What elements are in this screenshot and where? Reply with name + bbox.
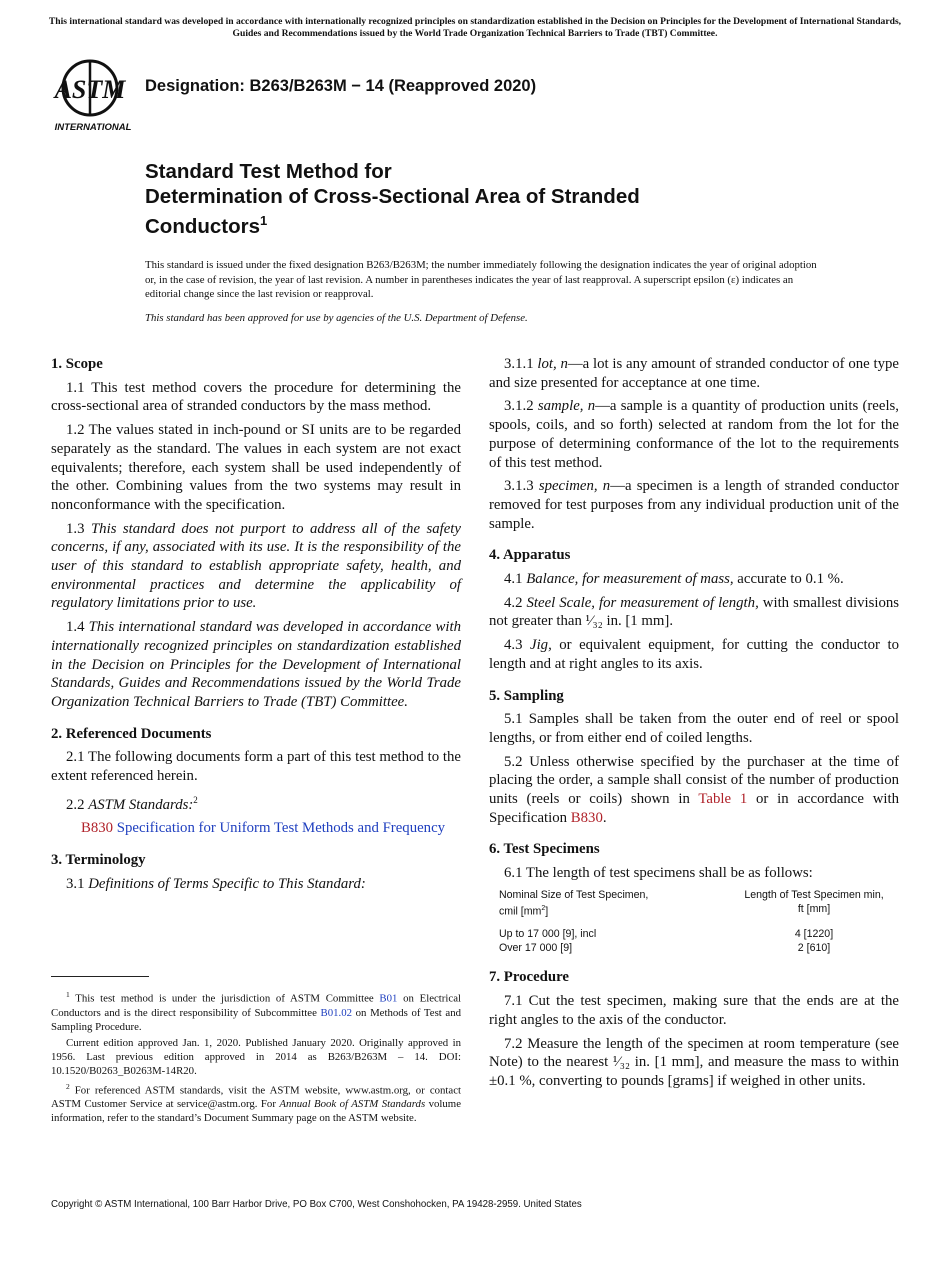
header-unit-text: cmil [mm (499, 905, 542, 918)
tbt-notice: This international standard was developed in accordance with internationally recognized principles on standardization established in the Decision on Principles for the Development of International Standards, Guides and Recommendations issued by the World Trade Organization Technical Barriers to Trade (TBT) Committee. (48, 16, 902, 39)
section-heading-scope: 1. Scope (51, 356, 103, 372)
footnote-2-italic: Annual Book of ASTM Standards (279, 1098, 426, 1111)
svg-text:INTERNATIONAL: INTERNATIONAL (54, 122, 132, 132)
header-length-line-2: ft [mm] (797, 902, 831, 915)
section-heading-procedure: 7. Procedure (489, 969, 569, 986)
paragraph-4-2 (489, 594, 899, 631)
right-column (489, 355, 899, 1096)
title-line-1: Standard Test Method for (145, 160, 392, 183)
dod-approval-statement: This standard has been approved for use by agencies of the U.S. Department of Defense. (145, 312, 528, 324)
paragraph-3-1-text: Definitions of Terms Specific to This Standard: (88, 875, 366, 892)
paragraph-1-4-text: This international standard was developed in accordance with internationally recognized principles on standardization established in the Decision on Principles for the Development of International Standards, Guides and Recommendations issued by the World Trade Organization Technical Barriers to Trade (TBT) Committee. (51, 619, 461, 710)
footnote-1 (51, 988, 461, 1034)
b830-link[interactable]: B830 (570, 809, 603, 826)
footnote-divider (51, 976, 149, 977)
paragraph-5-2-text-c: . (602, 809, 607, 826)
table-row (499, 941, 899, 955)
term-lot: lot, n (537, 356, 568, 372)
paragraph-1-3-text: This standard does not purport to address all of the safety concerns, if any, associated with its use. It is the responsibility of the user of this standard to establish appropriate safety, health, and environmental practices and determine the applicability of regulatory limitations prior to use. (51, 520, 461, 612)
left-column (51, 355, 461, 899)
paragraph-number: 2.2 (66, 796, 89, 813)
copyright-line: Copyright © ASTM International, 100 Barr Harbor Drive, PO Box C700, West Conshohocken, PA 19428-2959. United States (51, 1199, 582, 1210)
table-cell-size: Up to 17 000 [9], incl (499, 928, 597, 941)
table-header (499, 888, 899, 919)
reference-b830 (51, 819, 461, 838)
paragraph-4-1-text: accurate to 0.1 %. (733, 571, 844, 588)
apparatus-balance: Balance, for measurement of mass, (526, 571, 734, 588)
paragraph-5-2-text-b: or in accordance with Specification (489, 791, 899, 826)
astm-logo (52, 56, 134, 132)
table-cell-size: Over 17 000 [9] (499, 942, 573, 955)
title-line-3-text: Conductors (145, 214, 261, 238)
paragraph-1-3 (51, 520, 461, 614)
paragraph-number: 3.1 (66, 875, 89, 892)
designation: Designation: B263/B263M − 14 (Reapproved 2020) (145, 77, 537, 95)
apparatus-jig: Jig, (530, 637, 552, 654)
footnote-2-text-a: For referenced ASTM standards, visit the ASTM website, www.astm.org, or contact ASTM Customer Service at service@astm.org. For (51, 1084, 461, 1111)
section-heading-sampling: 5. Sampling (489, 687, 564, 704)
subcommittee-b01-02-link[interactable]: B01.02 (320, 1006, 353, 1019)
section-heading-test-specimens: 6. Test Specimens (489, 841, 600, 858)
paragraph-7-1: 7.1 Cut the test specimen, making sure that the ends are at the right angles to the axis of the conductor. (489, 993, 899, 1028)
header-nominal-size-line-2 (499, 902, 648, 919)
footnote-1-text-a: This test method is under the jurisdiction of ASTM Committee (69, 992, 380, 1005)
footnote-2 (51, 1080, 461, 1126)
paragraph-4-1 (489, 570, 899, 589)
header-nominal-size-line-1: Nominal Size of Test Specimen, (499, 888, 649, 901)
footnote-1-text-b: on Electrical Conductors and is the direct responsibility of Subcommittee (51, 992, 461, 1019)
header-nominal-size (499, 888, 648, 919)
paragraph-1-2: 1.2 The values stated in inch-pound or SI units are to be regarded separately as the standard. The values in each system are not exact equivalents; therefore, each system shall be used independently of the other. Combining values from the two systems may result in nonconformance with the specification. (51, 422, 461, 513)
footnote-mark: 2 (66, 1081, 70, 1091)
reference-title-link[interactable]: Specification for Uniform Test Methods and Frequency (116, 820, 446, 837)
apparatus-steel-scale: Steel Scale, for measurement of length, (526, 594, 759, 611)
footnote-mark: 1 (66, 990, 70, 999)
paragraph-number: 3.1.3 (504, 478, 539, 495)
paragraph-2-2-text: ASTM Standards: (88, 796, 194, 813)
paragraph-3-1-3 (489, 477, 899, 533)
paragraph-1-1: 1.1 This test method covers the procedure for determining the cross-sectional area of stranded conductors by the mass method. (51, 379, 461, 415)
title-line-3 (145, 209, 845, 239)
term-sample: sample, n (537, 398, 596, 415)
definition-sample: —a sample is a quantity of production units (reels, spools, coils, and so forth) selected at random from the lot for the purpose of determining conformance of the lot to the requirements of this test method. (489, 398, 900, 471)
paragraph-number: 3.1.2 (504, 398, 538, 415)
paragraph-number: 1.4 (66, 619, 89, 636)
paragraph-3-1-2 (489, 397, 899, 472)
paragraph-2-2 (51, 791, 461, 815)
paragraph-number: 4.2 (504, 594, 527, 611)
committee-b01-link[interactable]: B01 (379, 992, 398, 1005)
header-length (729, 888, 899, 919)
definition-specimen: —a specimen is a length of stranded conductor removed for test purposes from any individual production unit of the sample. (489, 478, 899, 532)
title-line-2: Determination of Cross-Sectional Area of Stranded (145, 184, 640, 208)
paragraph-6-1: 6.1 The length of test specimens shall be as follows: (504, 865, 813, 882)
footnote-2-text-b: volume information, refer to the standard’s Document Summary page on the ASTM website. (51, 1098, 461, 1125)
paragraph-number: 4.3 (504, 637, 530, 654)
table-1-link[interactable]: Table 1 (698, 791, 748, 808)
section-heading-referenced-documents: 2. Referenced Documents (51, 725, 212, 742)
paragraph-5-2-text-a: 5.2 Unless otherwise specified by the purchaser at the time of placing the order, a sample shall consist of the number of production units (reels or coils) shown in (489, 753, 899, 808)
paragraph-number: 3.1.1 (504, 356, 538, 372)
issuance-statement: This standard is issued under the fixed designation B263/B263M; the number immediately following the designation indicates the year of original adoption or, in the case of revision, the year of last revision. A number in parentheses indicates the year of last reapproval. A superscript epsilon (ε) indicates an editorial change since the last revision or reapproval. (145, 259, 817, 300)
specimen-length-table (499, 888, 899, 956)
section-heading-apparatus: 4. Apparatus (489, 547, 571, 564)
paragraph-3-1-1 (489, 355, 899, 392)
document-title (145, 160, 845, 239)
paragraph-number: 4.1 (504, 571, 527, 588)
paragraph-4-3 (489, 636, 899, 673)
definition-lot: —a lot is any amount of stranded conductor of one type and size presented for acceptance at one time. (489, 356, 899, 391)
paragraph-4-3-text: or equivalent equipment, for cutting the conductor to length and at right angles to its axis. (489, 637, 899, 672)
table-cell-length: 2 [610] (797, 942, 831, 955)
paragraph-7-2: 7.2 Measure the length of the specimen at room temperature (see Note) to the nearest ¹⁄₃₂ in. [1 mm], and measure the mass to within ±0.1 %, converting to pounds [grams] if weighed in other units. (489, 1035, 899, 1089)
table-cell-length: 4 [1220] (794, 928, 834, 941)
paragraph-1-4 (51, 618, 461, 712)
footnote-mark: 2 (193, 794, 198, 805)
footnote-1-text-c: on Methods of Test and Sampling Procedure. (51, 1006, 461, 1033)
paragraph-5-1: 5.1 Samples shall be taken from the outer end of reel or spool lengths, or from either end of coiled lengths. (489, 711, 899, 746)
header-length-line-1: Length of Test Specimen min, (744, 888, 884, 901)
term-specimen: specimen, n (538, 478, 611, 495)
paragraph-3-1 (51, 875, 461, 894)
header-unit-close: ] (545, 905, 549, 918)
footnotes (51, 988, 461, 1127)
title-footnote-mark: 1 (260, 213, 268, 228)
svg-text:ASTM: ASTM (54, 75, 126, 104)
table-row (499, 927, 899, 941)
footnote-edition: Current edition approved Jan. 1, 2020. Published January 2020. Originally approved in 1956. Last previous edition approved in 2014 as B263/B263M – 14. DOI: 10.1520/B0263_B0263M-14R20. (51, 1036, 461, 1077)
paragraph-2-1: 2.1 The following documents form a part of this test method to the extent referenced herein. (51, 749, 461, 785)
paragraph-number: 1.3 (66, 520, 91, 537)
header-unit-superscript: 2 (541, 904, 546, 912)
reference-code-link[interactable]: B830 (81, 820, 114, 837)
section-heading-terminology: 3. Terminology (51, 852, 146, 869)
paragraph-4-2-text: with smallest divisions not greater than ¹⁄₃₂ in. [1 mm]. (489, 594, 900, 630)
paragraph-5-2 (489, 753, 899, 828)
